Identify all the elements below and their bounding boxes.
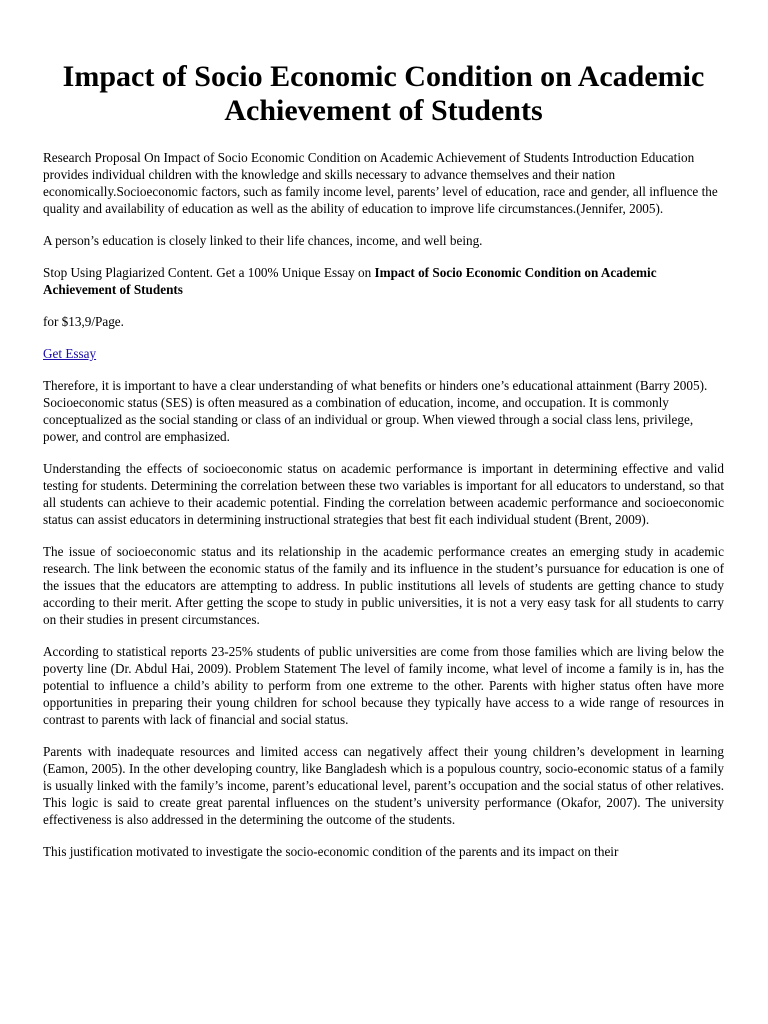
paragraph-justification: This justification motivated to investigate the socio-economic condition of the parents and its impact on their: [43, 844, 619, 859]
document-page: [43, 60, 724, 875]
paragraph-statistics: According to statistical reports 23-25% students of public universities are come from those families which are living below the poverty line (Dr. Abdul Hai, 2009). Problem Statement The level of family income, what level of income a family is in, has the potential to influence a child’s ability to perform from one extreme to the other. Parents with higher status often have more opportunities in preparing their young children for school because they typically have access to a wide range of resources in contrast to parents with lack of financial and social status.: [43, 644, 724, 727]
paragraph-introduction: Research Proposal On Impact of Socio Economic Condition on Academic Achievement of Students Introduction Education provides individual children with the knowledge and skills necessary to advance themselves and their nation economically.Socioeconomic factors, such as family income level, parents’ level of education, race and gender, all influence the quality and availability of education as well as the ability of education to improve life circumstances.(Jennifer, 2005).: [43, 150, 718, 216]
get-essay-link[interactable]: Get Essay: [43, 346, 97, 361]
paragraph-understanding-effects: Understanding the effects of socioeconomic status on academic performance is important in determining effective and valid testing for students. Determining the correlation between these two variables is important for all educators to understand, so that all students can achieve to their academic potential. Finding the correlation between academic performance and socioeconomic status can assist educators in determining instructional strategies that best fit each individual student (Brent, 2009).: [43, 461, 724, 527]
promo-text: Stop Using Plagiarized Content. Get a 100% Unique Essay on: [43, 265, 375, 280]
promo-essay-title: Impact of Socio Economic Condition on Academic Achievement of Students: [43, 265, 657, 297]
paragraph-inadequate-resources: Parents with inadequate resources and limited access can negatively affect their young children’s development in learning (Eamon, 2005). In the other developing country, like Bangladesh which is a populous country, socio-economic status of a family is usually linked with the family’s income, parent’s educational level, parent’s occupation and the social status of other relatives. This logic is said to create great parental influences on the student’s university performance (Okafor, 2007). The university effectiveness is also addressed in the determining the outcome of the students.: [43, 744, 724, 827]
paragraph-attainment: Therefore, it is important to have a clear understanding of what benefits or hinders one’s educational attainment (Barry 2005). Socioeconomic status (SES) is often measured as a combination of education, income, and occupation. It is commonly conceptualized as the social standing or class of an individual or group. When viewed through a social class lens, privilege, power, and control are emphasized.: [43, 378, 708, 444]
paragraph-price: for $13,9/Page.: [43, 314, 124, 329]
paragraph-link: [43, 345, 724, 362]
paragraph-emerging-study: The issue of socioeconomic status and its relationship in the academic performance creates an emerging study in academic research. The link between the economic status of the family and its influence in the student’s pursuance for education is one of the issues that the educators are attempting to address. In public institutions all levels of students are getting chance to study according to their merit. After getting the scope to study in public universities, it is not a very easy task for all students to carry on their studies in present circumstances.: [43, 544, 724, 627]
document-title: Impact of Socio Economic Condition on Academic Achievement of Students: [62, 60, 705, 127]
paragraph-life-chances: A person’s education is closely linked to their life chances, income, and well being.: [43, 233, 483, 248]
paragraph-promo: [43, 264, 724, 298]
